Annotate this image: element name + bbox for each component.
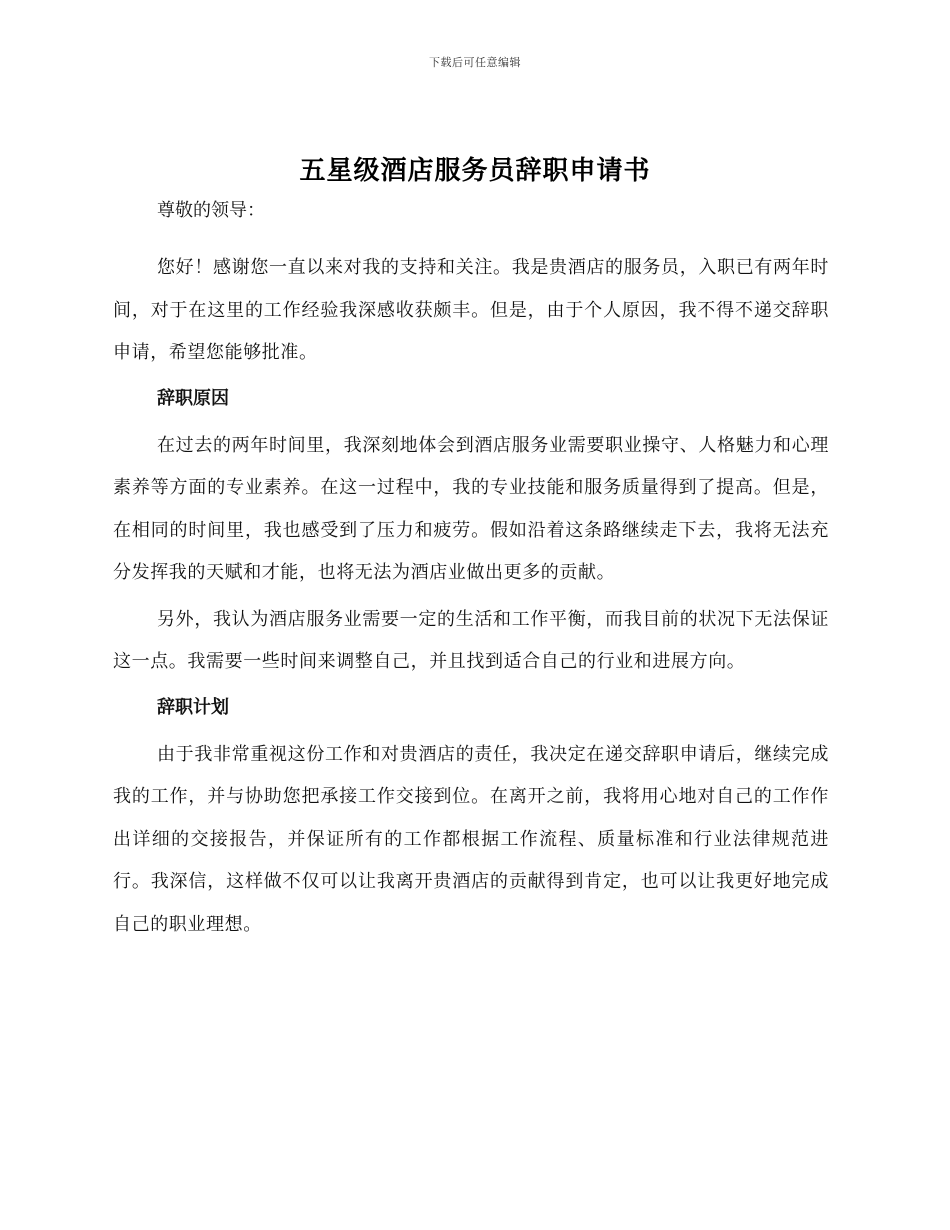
reasons-paragraph-2: 另外，我认为酒店服务业需要一定的生活和工作平衡，而我目前的状况下无法保证这一点。我需要一些时间来调整自己，并且找到适合自己的行业和进展方向。 [113, 608, 829, 672]
section-heading-reasons: 辞职原因 [157, 387, 229, 409]
salutation: 尊敬的领导： [157, 200, 265, 221]
document-body [113, 195, 829, 950]
document-title: 五星级酒店服务员辞职申请书 [299, 156, 651, 186]
intro-paragraph: 您好！感谢您一直以来对我的支持和关注。我是贵酒店的服务员，入职已有两年时间，对于在这里的工作经验我深感收获颇丰。但是，由于个人原因，我不得不递交辞职申请，希望您能够批准。 [113, 257, 829, 363]
reasons-paragraph-1: 在过去的两年时间里，我深刻地体会到酒店服务业需要职业操守、人格魅力和心理素养等方面的专业素养。在这一过程中，我的专业技能和服务质量得到了提高。但是，在相同的时间里，我也感受到了压力和疲劳。假如沿着这条路继续走下去，我将无法充分发挥我的天赋和才能，也将无法为酒店业做出更多的贡献。 [113, 434, 829, 583]
section-heading-plan: 辞职计划 [157, 696, 229, 718]
header-note: 下载后可任意编辑 [429, 56, 521, 69]
plan-paragraph-1: 由于我非常重视这份工作和对贵酒店的责任，我决定在递交辞职申请后，继续完成我的工作，并与协助您把承接工作交接到位。在离开之前，我将用心地对自己的工作作出详细的交接报告，并保证所有的工作都根据工作流程、质量标准和行业法律规范进行。我深信，这样做不仅可以让我离开贵酒店的贡献得到肯定，也可以让我更好地完成自己的职业理想。 [113, 743, 829, 935]
